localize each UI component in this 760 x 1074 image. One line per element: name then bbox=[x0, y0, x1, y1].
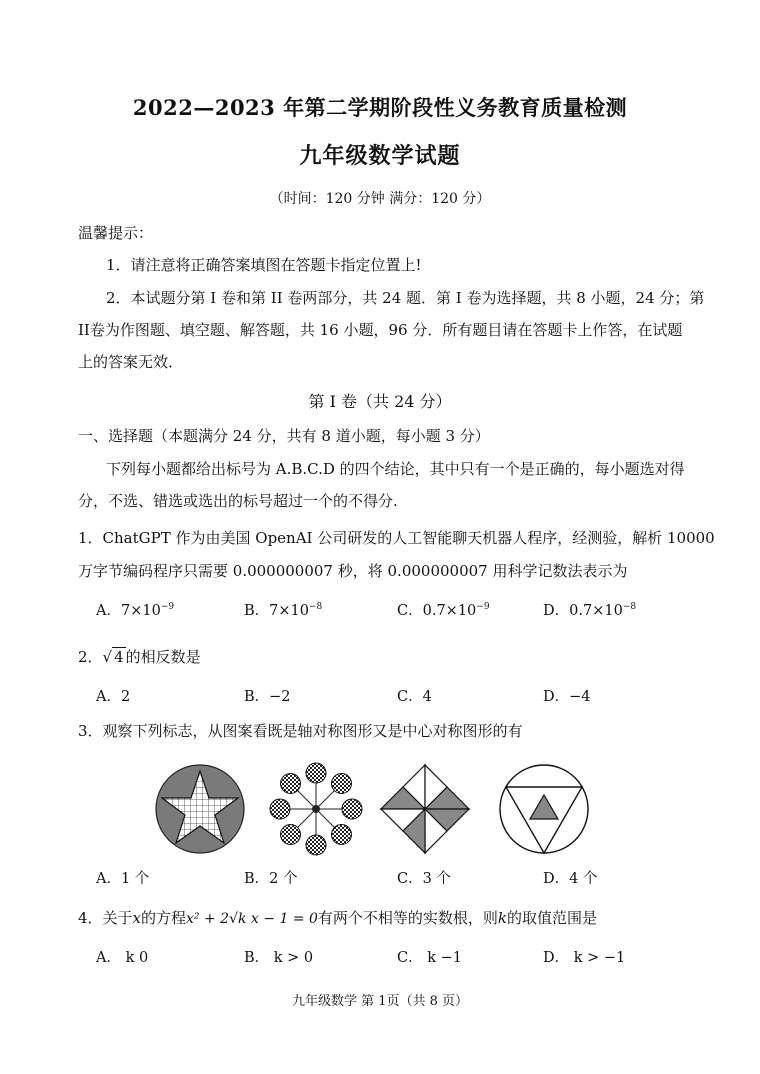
q4-stem bbox=[78, 907, 597, 928]
exam-subtitle: 九年级数学试题 bbox=[299, 143, 461, 169]
q3-option-d: D．4 个 bbox=[543, 871, 598, 887]
q1-line2: 万字节编码程序只需要 0.000000007 秒，将 0.000000007 用科学记数法表示为 bbox=[78, 562, 628, 580]
q1-d-base: 0.7×10 bbox=[569, 603, 623, 619]
q2-stem bbox=[78, 646, 201, 667]
q4-post: 有两个不相等的实数根，则 bbox=[317, 909, 498, 927]
tips-label: 温馨提示： bbox=[78, 224, 154, 242]
q4-option-c: C． k −1 bbox=[397, 950, 462, 966]
q1-line1: 1．ChatGPT 作为由美国 OpenAI 公司研发的人工智能聊天机器人程序，经测验，解析 10000 bbox=[78, 529, 715, 547]
q2-number: 2． bbox=[78, 648, 103, 666]
q1-a-base: 7×10 bbox=[120, 603, 161, 619]
tip-2-line2: II卷为作图题、填空题、解答题，共 16 小题，96 分．所有题目请在答题卡上作答，在试题 bbox=[78, 321, 683, 339]
q3-option-c: C．3 个 bbox=[397, 871, 451, 887]
section-title: 一、选择题（本题满分 24 分，共有 8 道小题，每小题 3 分） bbox=[78, 427, 490, 445]
q2-option-c: C．4 bbox=[397, 689, 432, 705]
q1-d-label: D． bbox=[543, 603, 570, 619]
q2-radicand: 4 bbox=[114, 648, 124, 666]
q4-option-b: B． k > 0 bbox=[244, 950, 314, 966]
instruction-line2: 分，不选、错选或选出的标号超过一个的不得分. bbox=[78, 492, 398, 510]
q1-option-b bbox=[244, 599, 322, 620]
q1-a-label: A． bbox=[96, 603, 121, 619]
q1-option-d bbox=[543, 599, 636, 620]
q1-c-exp: −9 bbox=[476, 602, 490, 613]
q3-stem: 3．观察下列标志，从图案看既是轴对称图形又是中心对称图形的有 bbox=[78, 722, 523, 740]
q1-b-base: 7×10 bbox=[269, 603, 309, 619]
star-logo-figure bbox=[154, 763, 246, 855]
q4-var-k: k bbox=[497, 909, 508, 927]
q1-b-label: B． bbox=[244, 603, 270, 619]
q1-a-exp: −9 bbox=[160, 602, 175, 613]
part1-heading: 第 I 卷（共 24 分） bbox=[308, 392, 452, 411]
q1-b-exp: −8 bbox=[308, 602, 323, 613]
q1-c-label: C． bbox=[397, 603, 423, 619]
tip-1: 1．请注意将正确答案填图在答题卡指定位置上! bbox=[106, 256, 422, 274]
q3-option-a: A．1 个 bbox=[96, 871, 150, 887]
page-footer: 九年级数学 第 1页（共 8 页） bbox=[291, 994, 469, 1009]
q4-var-x: x bbox=[132, 909, 142, 927]
sqrt-symbol: √ bbox=[102, 648, 113, 666]
q4-equation: x² + 2√k x − 1 = 0 bbox=[186, 911, 318, 927]
q1-c-base: 0.7×10 bbox=[422, 603, 477, 619]
tip-2-line3: 上的答案无效． bbox=[78, 353, 184, 371]
q1-option-a bbox=[96, 599, 174, 620]
triangle-circle-figure bbox=[496, 761, 592, 857]
q4-pre: 4．关于 bbox=[78, 909, 133, 927]
tip-2-line1: 2．本试题分第 I 卷和第 II 卷两部分，共 24 题．第 I 卷为选择题，共 8 小题，24 分；第 bbox=[106, 289, 705, 307]
q2-option-d: D．−4 bbox=[543, 689, 591, 705]
pinwheel-figure bbox=[377, 761, 473, 857]
q2-option-b: B．−2 bbox=[244, 689, 291, 705]
exam-title: 2022—2023 年第二学期阶段性义务教育质量检测 bbox=[132, 95, 628, 120]
q2-option-a: A．2 bbox=[96, 689, 131, 705]
q1-d-exp: −8 bbox=[622, 602, 637, 613]
q4-option-a: A． k 0 bbox=[96, 950, 149, 966]
q4-end: 的取值范围是 bbox=[507, 909, 598, 927]
q1-option-c bbox=[397, 599, 490, 620]
q4-mid: 的方程 bbox=[141, 909, 187, 927]
q2-text: 的相反数是 bbox=[125, 648, 201, 666]
exam-info: （时间：120 分钟 满分：120 分） bbox=[269, 191, 491, 207]
instruction-line1: 下列每小题都给出标号为 A.B.C.D 的四个结论，其中只有一个是正确的，每小题选对得 bbox=[106, 460, 685, 478]
ring-of-circles-figure bbox=[268, 761, 364, 857]
q3-option-b: B．2 个 bbox=[244, 871, 298, 887]
q4-option-d: D． k > −1 bbox=[543, 950, 626, 966]
